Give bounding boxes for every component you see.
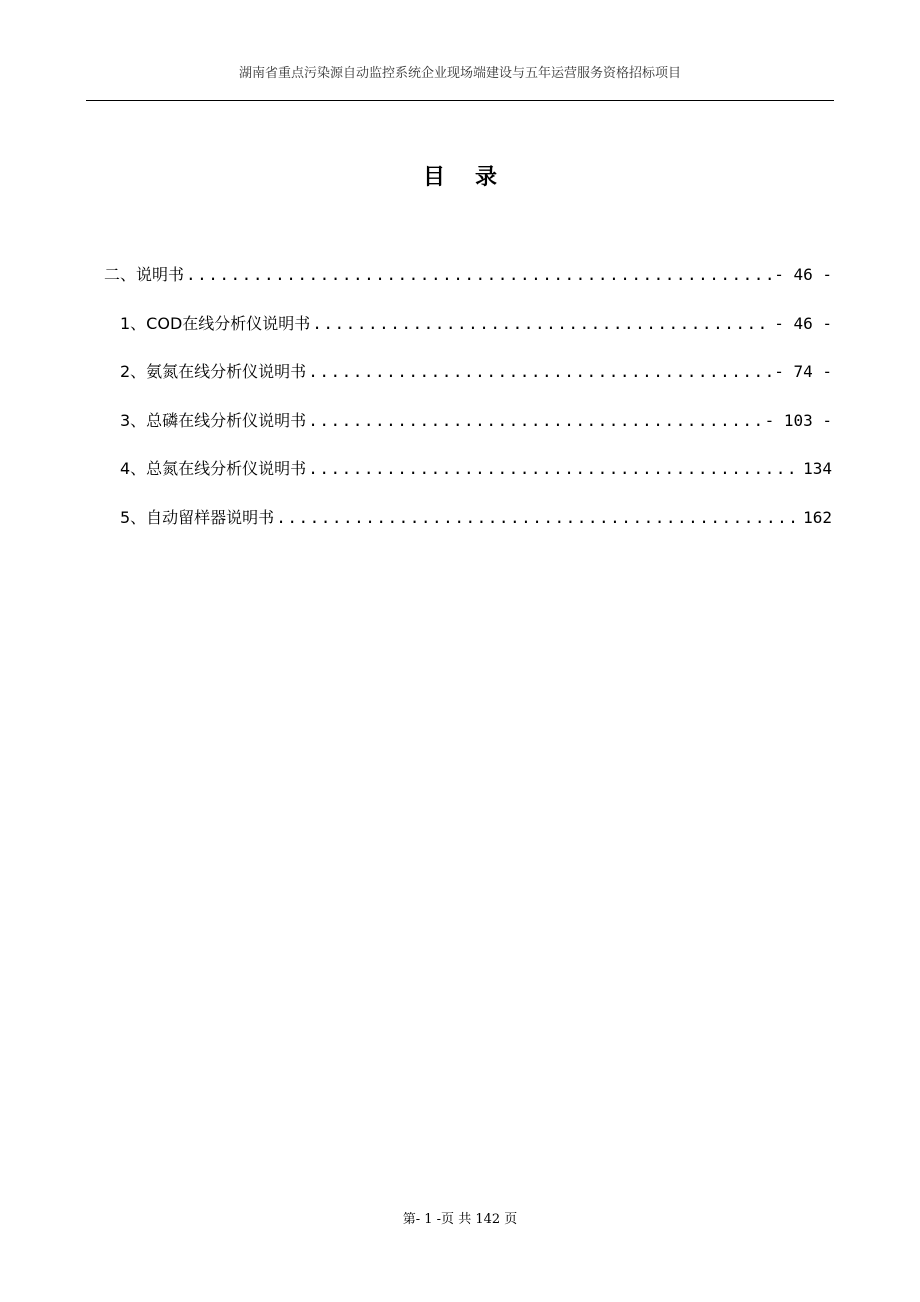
toc-entry-label: 二、说明书 xyxy=(104,265,185,284)
toc-entry-phosphorus-analyzer[interactable] xyxy=(104,408,832,457)
toc-entry-label: 1、COD在线分析仪说明书 xyxy=(120,313,311,333)
toc-entry-label: 4、总氮在线分析仪说明书 xyxy=(120,459,307,478)
toc-entry-page: 134 xyxy=(803,459,832,478)
toc-entry-label: 2、氨氮在线分析仪说明书 xyxy=(120,362,307,381)
toc-leader-dots xyxy=(312,314,772,333)
toc-leader-dots xyxy=(308,459,801,478)
toc-entry-nitrogen-analyzer[interactable] xyxy=(104,456,832,505)
page-header: 湖南省重点污染源自动监控系统企业现场端建设与五年运营服务资格招标项目 xyxy=(238,66,681,81)
toc-entry-ammonia-analyzer[interactable] xyxy=(104,359,832,408)
toc-entry-page: 162 xyxy=(803,507,832,527)
toc-entry-page: - 46 - xyxy=(774,313,832,333)
toc-entry-cod-analyzer[interactable] xyxy=(104,311,832,360)
toc-entry-page: - 74 - xyxy=(774,362,832,381)
toc-leader-dots xyxy=(308,411,762,430)
toc-entry-auto-sampler[interactable] xyxy=(104,505,832,554)
toc-leader-dots xyxy=(186,265,772,284)
toc-title: 目录 xyxy=(422,165,527,190)
page-footer: 第- 1 -页 共 142 页 xyxy=(402,1212,518,1227)
toc-entry-page: - 103 - xyxy=(764,410,832,430)
table-of-contents xyxy=(104,262,832,553)
toc-entry-page: - 46 - xyxy=(774,265,832,284)
toc-entry-label: 5、自动留样器说明书 xyxy=(120,507,275,527)
toc-entry-label: 3、总磷在线分析仪说明书 xyxy=(120,410,307,430)
toc-leader-dots xyxy=(276,508,801,527)
header-divider xyxy=(86,100,834,101)
toc-leader-dots xyxy=(308,362,772,381)
toc-entry-manuals[interactable] xyxy=(104,262,832,311)
